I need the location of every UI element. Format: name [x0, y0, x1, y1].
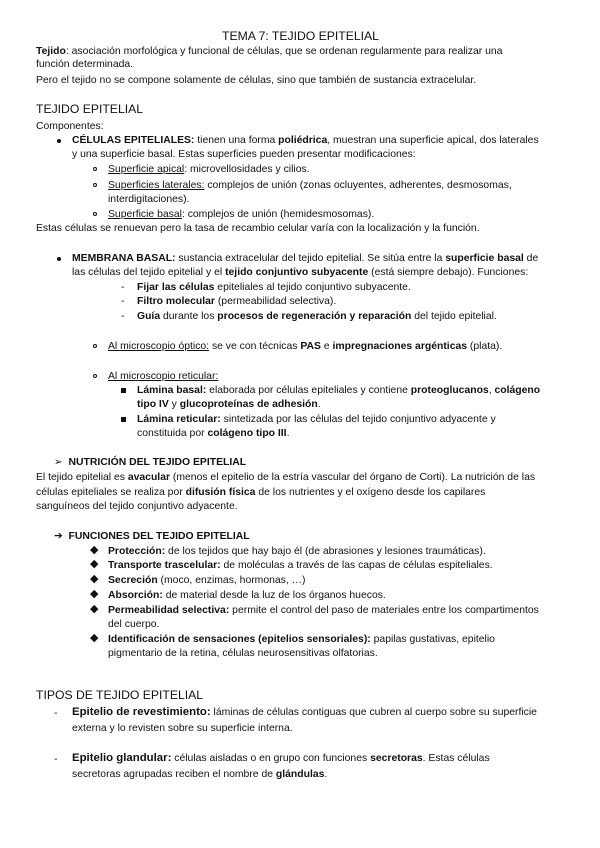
square-bullet-icon	[121, 388, 126, 393]
types-heading: TIPOS DE TEJIDO EPITELIAL	[36, 688, 204, 702]
circle-bullet-icon	[93, 212, 97, 216]
diamond-bullet-icon: ◆	[90, 573, 99, 585]
nutrition-line-1: El tejido epitelial es avacular (menos el epitelio de la estría vascular del órgano de Corti). La nutrición de las	[36, 472, 536, 483]
diamond-bullet-icon: ◆	[90, 603, 99, 615]
function-item: Absorción: de material desde la luz de los órganos huecos.	[108, 590, 386, 601]
arrow-icon: ➢	[54, 457, 63, 468]
dash-bullet: -	[121, 311, 125, 322]
functions-heading: ➔ FUNCIONES DEL TEJIDO EPITELIAL	[54, 531, 250, 542]
nutrition-line-2: células epiteliales se realiza por difusión física de los nutrientes y el oxígeno desde los capilares	[36, 487, 486, 498]
optic-microscope-item: Al microscopio óptico: se ve con técnicas PAS e impregnaciones argénticas (plata).	[108, 341, 503, 352]
arrow-icon: ➔	[54, 531, 63, 542]
revest-line-2: externa y lo revisten sobre su superficie interna.	[72, 723, 293, 734]
reticular-microscope-item: Al microscopio reticular:	[108, 371, 219, 382]
membrane-function-1: Fijar las células epiteliales al tejido conjuntivo subyacente.	[137, 282, 411, 293]
bullet-icon	[57, 139, 61, 143]
renewal-note: Estas células se renuevan pero la tasa de recambio celular varía con la localización y la función.	[36, 223, 480, 234]
lamina-reticular-line-2: constituida por colágeno tipo III.	[137, 428, 290, 439]
function-item: Protección: de los tejidos que hay bajo él (de abrasiones y lesiones traumáticas).	[108, 546, 486, 557]
cells-line-1: CÉLULAS EPITELIALES: tienen una forma poliédrica, muestran una superficie apical, dos laterales	[72, 135, 539, 146]
dash-bullet: -	[121, 282, 125, 293]
membrane-function-3: Guía durante los procesos de regeneración y reparación del tejido epitelial.	[137, 311, 497, 322]
nutrition-line-3: sanguíneos del tejido conjuntivo adyacente.	[36, 501, 238, 512]
function-item: Transporte trascelular: de moléculas a través de las capas de células espiteliales.	[108, 560, 493, 571]
circle-bullet-icon	[93, 167, 97, 171]
intro-line-2: función determinada.	[36, 59, 134, 70]
dash-bullet: -	[121, 296, 125, 307]
apical-surface-item: Superficie apical: microvellosidades y cilios.	[108, 164, 310, 175]
circle-bullet-icon	[93, 374, 97, 378]
circle-bullet-icon	[93, 344, 97, 348]
nutrition-heading: ➢ NUTRICIÓN DEL TEJIDO EPITELIAL	[54, 457, 247, 468]
intro-line-3: Pero el tejido no se compone solamente de células, sino que también de sustancia extracelular.	[36, 75, 477, 86]
function-item-cont: pigmentario de la retina, células neurosensitivas olfatorias.	[108, 648, 378, 659]
lateral-surface-item: Superficies laterales: complejos de unión (zonas ocluyentes, adherentes, desmosomas,	[108, 180, 512, 191]
lamina-reticular-line-1: Lámina reticular: sintetizada por las células del tejido conjuntivo adyacente y	[137, 414, 496, 425]
lateral-surface-item-cont: interdigitaciones).	[108, 194, 190, 205]
glandular-line-2: secretoras agrupadas reciben el nombre de glándulas.	[72, 769, 328, 780]
square-bullet-icon	[121, 417, 126, 422]
membrane-function-2: Filtro molecular (permeabilidad selectiva).	[137, 296, 337, 307]
lamina-basal-line-2: tipo IV y glucoproteínas de adhesión.	[137, 399, 321, 410]
diamond-bullet-icon: ◆	[90, 632, 99, 644]
diamond-bullet-icon: ◆	[90, 558, 99, 570]
intro-line-1: Tejido: asociación morfológica y funcional de células, que se ordenan regularmente para realizar una	[36, 46, 503, 57]
dash-bullet: -	[54, 754, 58, 765]
membrane-line-2: las células del tejido epitelial y el tejido conjuntivo subyacente (está siempre debajo). Funciones:	[72, 267, 529, 278]
lamina-basal-line-1: Lámina basal: elaborada por células epiteliales y contiene proteoglucanos, colágeno	[137, 385, 541, 396]
function-item: Secreción (moco, enzimas, hormonas, …)	[108, 575, 306, 586]
page-title: TEMA 7: TEJIDO EPITELIAL	[222, 29, 379, 43]
function-item: Identificación de sensaciones (epitelios sensoriales): papilas gustativas, epitelio	[108, 634, 495, 645]
membrane-line-1: MEMBRANA BASAL: sustancia extracelular del tejido epitelial. Se sitúa entre la superficie basal de	[72, 253, 539, 264]
components-label: Componentes:	[36, 121, 104, 132]
section-heading-epitelial: TEJIDO EPITELIAL	[36, 102, 144, 116]
glandular-line-1: Epitelio glandular: células aisladas o en grupo con funciones secretoras. Estas células	[72, 752, 490, 764]
dash-bullet: -	[54, 708, 58, 719]
function-item-cont: del cuerpo.	[108, 619, 160, 630]
circle-bullet-icon	[93, 183, 97, 187]
cells-line-2: y una superficie basal. Estas superficies pueden presentar modificaciones:	[72, 149, 416, 160]
diamond-bullet-icon: ◆	[90, 544, 99, 556]
revest-line-1: Epitelio de revestimiento: láminas de células contiguas que cubren al cuerpo sobre su superficie	[72, 706, 537, 718]
diamond-bullet-icon: ◆	[90, 588, 99, 600]
bullet-icon	[57, 257, 61, 261]
basal-surface-item: Superficie basal: complejos de unión (hemidesmosomas).	[108, 209, 375, 220]
function-item: Permeabilidad selectiva: permite el control del paso de materiales entre los compartimentos	[108, 605, 539, 616]
